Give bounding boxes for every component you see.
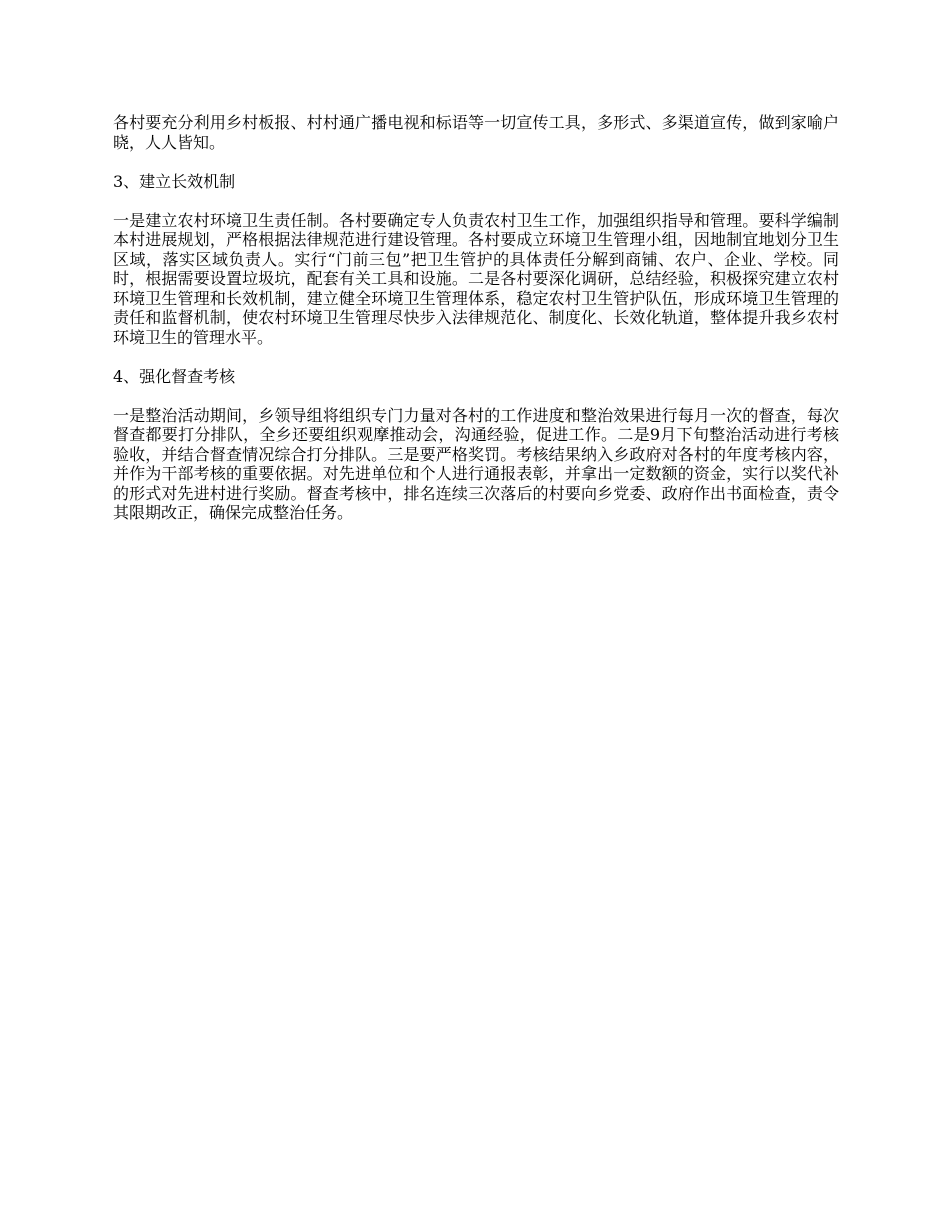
section-heading-3: 3、建立长效机制 (113, 171, 236, 191)
section-heading-4: 4、强化督查考核 (113, 366, 236, 386)
paragraph-supervision: 一是整治活动期间，乡领导组将组织专门力量对各村的工作进度和整治效果进行每月一次的督查，每次督查都要打分排队，全乡还要组织观摩推动会，沟通经验，促进工作。二是9月下旬整治活动进行考核验收，并结合督查情况综合打分排队。三是要严格奖罚。考核结果纳入乡政府对各村的年度考核内容，并作为干部考核的重要依据。对先进单位和个人进行通报表彰，并拿出一定数额的资金，实行以奖代补的形式对先进村进行奖励。督查考核中，排名连续三次落后的村要向乡党委、政府作出书面检查，责令其限期改正，确保完成整治任务。 (113, 405, 839, 522)
document-body (113, 113, 839, 542)
paragraph-publicity: 各村要充分利用乡村板报、村村通广播电视和标语等一切宣传工具，多形式、多渠道宣传，做到家喻户晓，人人皆知。 (113, 113, 839, 152)
paragraph-long-term-mechanism: 一是建立农村环境卫生责任制。各村要确定专人负责农村卫生工作，加强组织指导和管理。要科学编制本村进展规划，严格根据法律规范进行建设管理。各村要成立环境卫生管理小组，因地制宜地划分卫生区域，落实区域负责人。实行“门前三包”把卫生管护的具体责任分解到商铺、农户、企业、学校。同时，根据需要设置垃圾坑，配套有关工具和设施。二是各村要深化调研，总结经验，积极探究建立农村环境卫生管理和长效机制，建立健全环境卫生管理体系，稳定农村卫生管护队伍，形成环境卫生管理的责任和监督机制，使农村环境卫生管理尽快步入法律规范化、制度化、长效化轨道，整体提升我乡农村环境卫生的管理水平。 (113, 210, 839, 347)
